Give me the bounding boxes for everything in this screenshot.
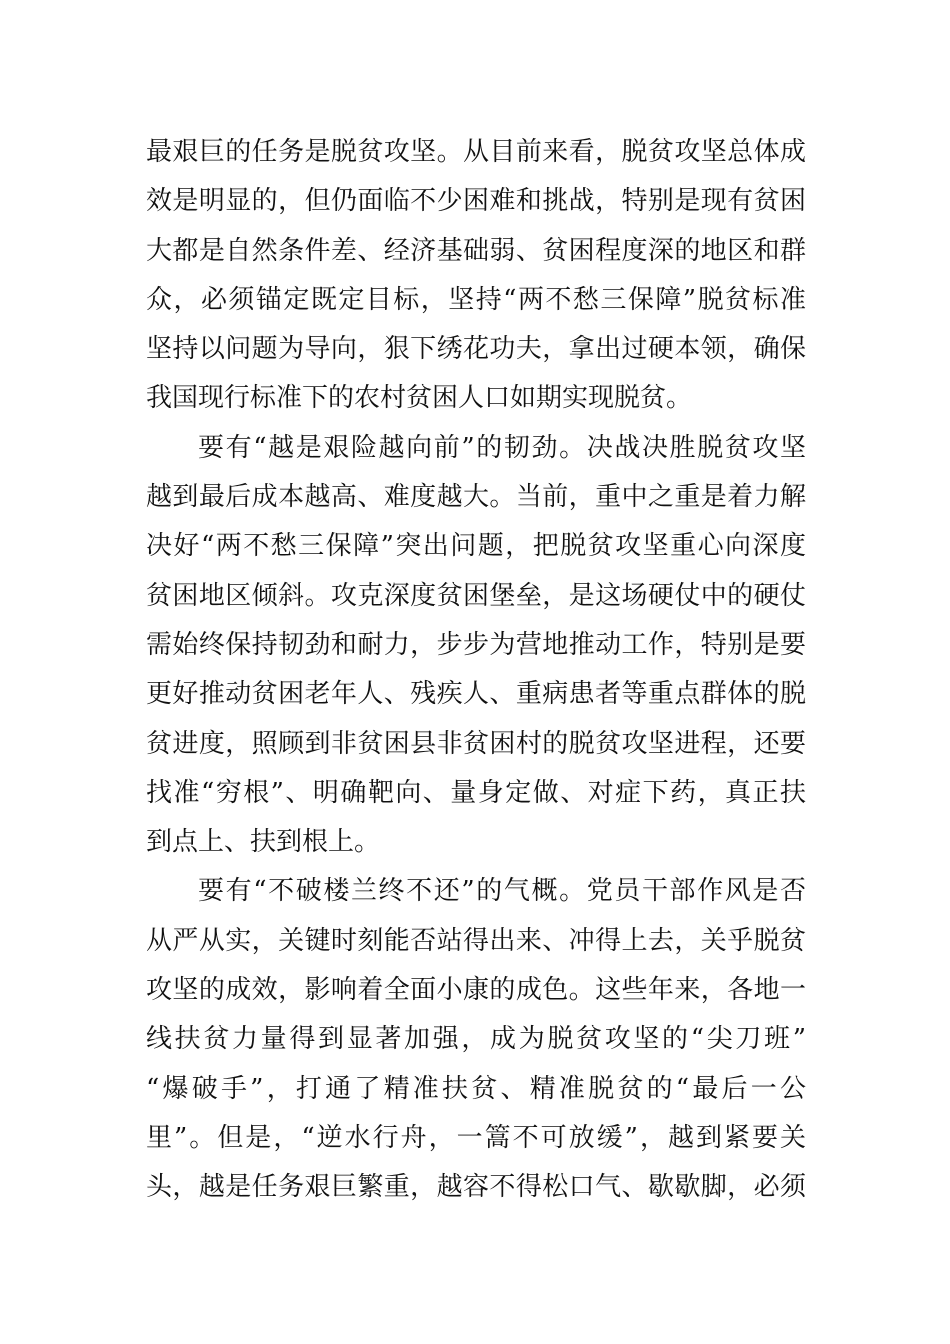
text-line: 坚持以问题为导向，狠下绣花功夫，拿出过硬本领，确保 bbox=[146, 334, 806, 365]
text-line: 贫进度，照顾到非贫困县非贫困村的脱贫攻坚进程，还要 bbox=[146, 728, 806, 759]
text-line: 从严从实，关键时刻能否站得出来、冲得上去，关乎脱贫 bbox=[146, 925, 806, 956]
paragraph-first-line: 要有“越是艰险越向前”的韧劲。决战决胜脱贫攻坚 bbox=[198, 432, 806, 463]
text-line: 需始终保持韧劲和耐力，步步为营地推动工作，特别是要 bbox=[146, 629, 806, 660]
text-line: 众，必须锚定既定目标，坚持“两不愁三保障”脱贫标准 bbox=[146, 284, 806, 315]
text-line: 我国现行标准下的农村贫困人口如期实现脱贫。 bbox=[146, 383, 693, 414]
text-line: 到点上、扶到根上。 bbox=[146, 827, 381, 858]
text-line: 更好推动贫困老年人、残疾人、重病患者等重点群体的脱 bbox=[146, 679, 806, 710]
text-line: 大都是自然条件差、经济基础弱、贫困程度深的地区和群 bbox=[146, 235, 806, 266]
text-line: “爆破手”，打通了精准扶贫、精准脱贫的“最后一公 bbox=[146, 1073, 806, 1104]
text-line: 决好“两不愁三保障”突出问题，把脱贫攻坚重心向深度 bbox=[146, 531, 806, 562]
text-line: 攻坚的成效，影响着全面小康的成色。这些年来，各地一 bbox=[146, 975, 806, 1006]
text-line: 里”。但是，“逆水行舟，一篙不可放缓”，越到紧要关 bbox=[146, 1122, 806, 1153]
text-line: 找准“穷根”、明确靶向、量身定做、对症下药，真正扶 bbox=[146, 777, 806, 808]
body-text bbox=[146, 128, 806, 1213]
text-line: 效是明显的，但仍面临不少困难和挑战，特别是现有贫困 bbox=[146, 186, 806, 217]
text-line: 越到最后成本越高、难度越大。当前，重中之重是着力解 bbox=[146, 482, 806, 513]
paragraph-first-line: 要有“不破楼兰终不还”的气概。党员干部作风是否 bbox=[198, 876, 806, 907]
text-line: 贫困地区倾斜。攻克深度贫困堡垒，是这场硬仗中的硬仗 bbox=[146, 580, 806, 611]
text-line: 线扶贫力量得到显著加强，成为脱贫攻坚的“尖刀班” bbox=[146, 1024, 806, 1055]
text-line: 头，越是任务艰巨繁重，越容不得松口气、歇歇脚，必须 bbox=[146, 1172, 806, 1203]
text-line: 最艰巨的任务是脱贫攻坚。从目前来看，脱贫攻坚总体成 bbox=[146, 137, 806, 167]
